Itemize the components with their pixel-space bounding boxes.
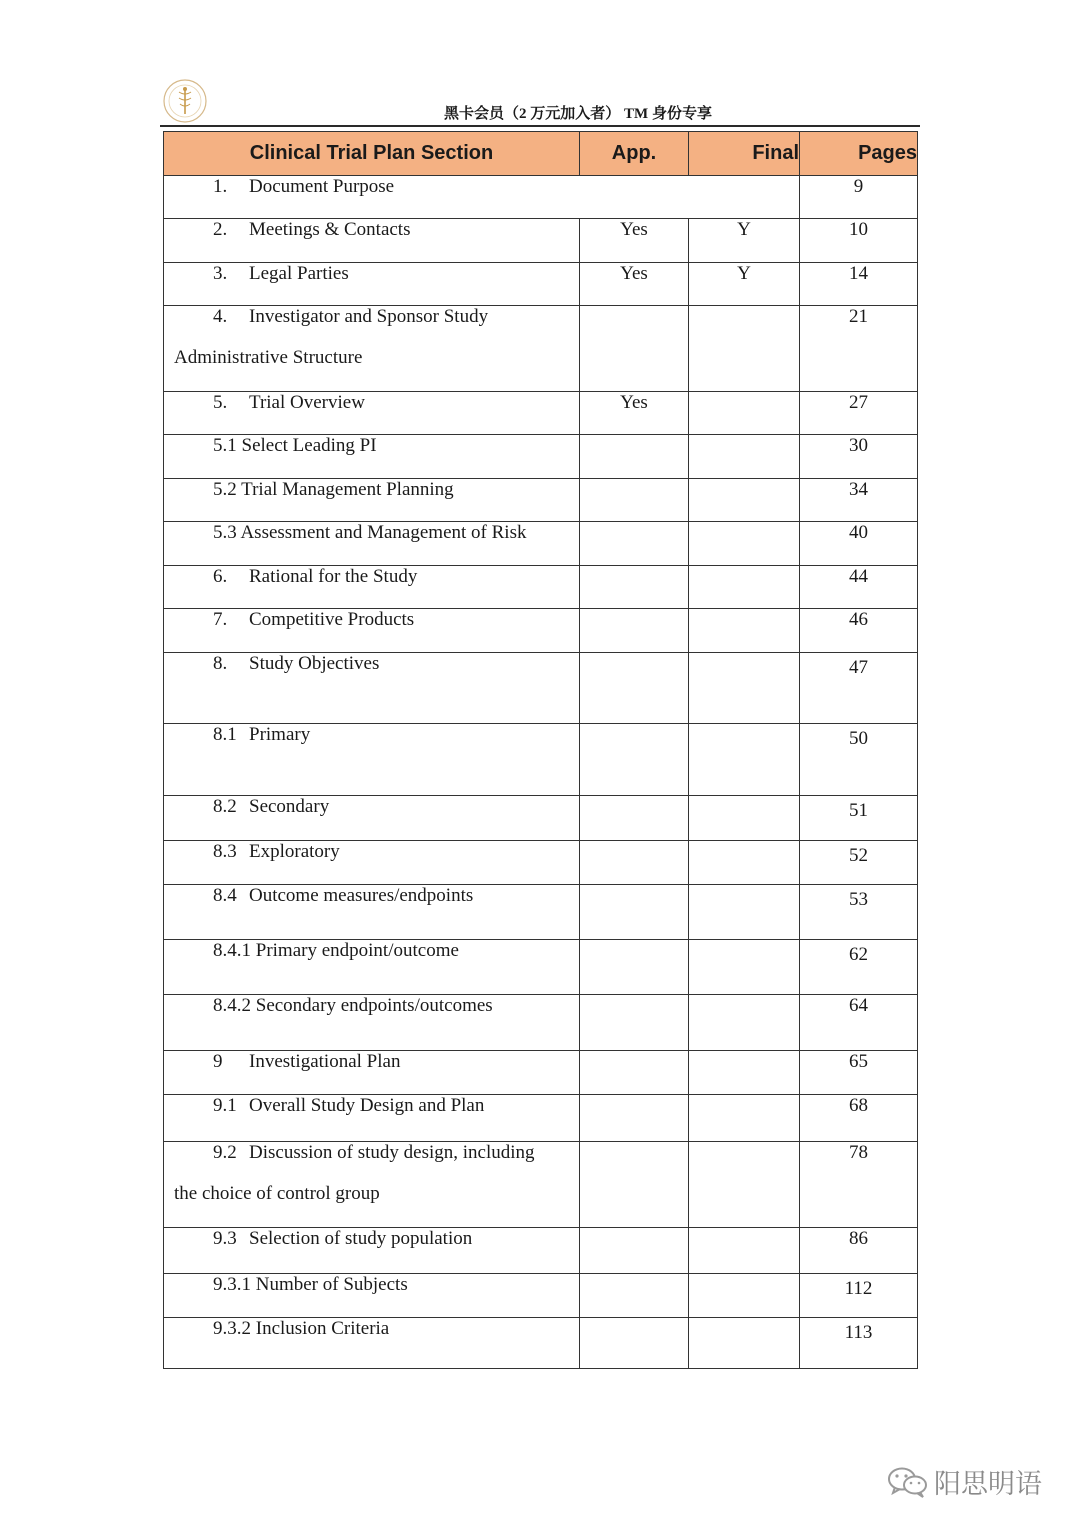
section-title-continued: the choice of control group (174, 1183, 380, 1204)
table-row (164, 392, 918, 435)
pages-cell: 113 (800, 1318, 918, 1369)
pages-cell: 64 (800, 995, 918, 1051)
section-number: 3. (213, 263, 228, 284)
section-cell (164, 435, 580, 479)
section-title: Document Purpose (249, 176, 395, 197)
column-header-final: Final (689, 132, 800, 176)
app-cell (580, 1142, 689, 1228)
section-cell (164, 1051, 580, 1095)
app-cell (580, 1318, 689, 1369)
table-row (164, 940, 918, 995)
section-cell (164, 1318, 580, 1369)
app-cell (580, 724, 689, 796)
section-number: 5. (213, 392, 228, 413)
final-cell: Y (689, 219, 800, 263)
page-header: 黑卡会员（2 万元加入者） TM 身份专享 (444, 106, 712, 122)
column-header-app: App. (580, 132, 689, 176)
final-cell (689, 995, 800, 1051)
app-cell: Yes (580, 392, 689, 435)
section-title: Rational for the Study (249, 566, 418, 587)
wechat-icon (886, 1465, 930, 1499)
section-number: 6. (213, 566, 228, 587)
pages-cell: 40 (800, 522, 918, 566)
app-cell: Yes (580, 219, 689, 263)
table-row (164, 435, 918, 479)
pages-cell: 44 (800, 566, 918, 609)
section-title: 5.1 Select Leading PI (213, 435, 377, 456)
section-cell (164, 796, 580, 841)
column-header-pages: Pages (800, 132, 918, 176)
final-cell (689, 609, 800, 653)
section-number: 1. (213, 176, 228, 197)
app-cell (580, 306, 689, 392)
section-title: Trial Overview (249, 392, 365, 413)
section-cell (164, 392, 580, 435)
final-cell (689, 392, 800, 435)
section-number: 9.2 (213, 1142, 237, 1163)
pages-cell: 52 (800, 841, 918, 885)
table-row (164, 566, 918, 609)
section-title: Study Objectives (249, 653, 380, 674)
section-cell (164, 724, 580, 796)
section-cell (164, 479, 580, 522)
pages-cell: 65 (800, 1051, 918, 1095)
column-header-section: Clinical Trial Plan Section (164, 132, 580, 176)
app-cell (580, 653, 689, 724)
pages-cell: 9 (800, 176, 918, 219)
final-cell (689, 1318, 800, 1369)
table-row (164, 1318, 918, 1369)
app-cell (580, 435, 689, 479)
section-title: Discussion of study design, including (249, 1142, 535, 1163)
pages-cell: 27 (800, 392, 918, 435)
section-cell (164, 653, 580, 724)
table-row (164, 1051, 918, 1095)
section-title: 5.2 Trial Management Planning (213, 479, 454, 500)
section-title: Investigational Plan (249, 1051, 401, 1072)
section-title: 8.4.2 Secondary endpoints/outcomes (213, 995, 493, 1016)
pages-cell: 47 (800, 653, 918, 724)
final-cell (689, 566, 800, 609)
section-title: Competitive Products (249, 609, 415, 630)
table-row (164, 219, 918, 263)
section-cell (164, 609, 580, 653)
app-cell (580, 1274, 689, 1318)
section-title: Exploratory (249, 841, 340, 862)
pages-cell: 10 (800, 219, 918, 263)
section-cell (164, 219, 580, 263)
section-number: 8.1 (213, 724, 237, 745)
section-cell (164, 263, 580, 306)
section-title: 9.3.1 Number of Subjects (213, 1274, 408, 1295)
final-cell (689, 653, 800, 724)
app-cell (580, 1051, 689, 1095)
final-cell (689, 479, 800, 522)
table-row (164, 263, 918, 306)
pages-cell: 51 (800, 796, 918, 841)
final-cell (689, 1274, 800, 1318)
app-cell (580, 1095, 689, 1142)
section-number: 8. (213, 653, 228, 674)
final-cell (689, 1095, 800, 1142)
final-cell (689, 1142, 800, 1228)
pages-cell: 112 (800, 1274, 918, 1318)
app-cell (580, 609, 689, 653)
pages-cell: 46 (800, 609, 918, 653)
section-title: 5.3 Assessment and Management of Risk (213, 522, 527, 543)
table-row (164, 796, 918, 841)
pages-cell: 53 (800, 885, 918, 940)
pages-cell: 68 (800, 1095, 918, 1142)
table-row (164, 1142, 918, 1228)
final-cell (689, 435, 800, 479)
app-cell (580, 885, 689, 940)
section-title: Investigator and Sponsor Study (249, 306, 489, 327)
header-divider (160, 125, 920, 127)
app-cell (580, 1228, 689, 1274)
table-row (164, 176, 918, 219)
section-title: 8.4.1 Primary endpoint/outcome (213, 940, 459, 961)
pages-cell: 21 (800, 306, 918, 392)
app-cell (580, 479, 689, 522)
section-title: Meetings & Contacts (249, 219, 411, 240)
final-cell (689, 724, 800, 796)
section-cell (164, 1142, 580, 1228)
section-cell (164, 566, 580, 609)
watermark (886, 1462, 1042, 1501)
pages-cell: 78 (800, 1142, 918, 1228)
section-number: 9.1 (213, 1095, 237, 1116)
app-cell (580, 995, 689, 1051)
final-cell (689, 522, 800, 566)
pages-cell: 62 (800, 940, 918, 995)
section-cell (164, 995, 580, 1051)
section-number: 8.4 (213, 885, 237, 906)
final-cell (689, 841, 800, 885)
section-title: Overall Study Design and Plan (249, 1095, 485, 1116)
section-cell (164, 885, 580, 940)
section-number: 9 (213, 1051, 223, 1072)
final-cell (689, 940, 800, 995)
app-cell (580, 940, 689, 995)
table-row (164, 1095, 918, 1142)
pages-cell: 34 (800, 479, 918, 522)
toc-table (163, 131, 918, 1369)
final-cell (689, 796, 800, 841)
section-number: 8.3 (213, 841, 237, 862)
app-cell: Yes (580, 263, 689, 306)
pages-cell: 30 (800, 435, 918, 479)
table-row (164, 885, 918, 940)
section-cell (164, 522, 580, 566)
section-cell (164, 1095, 580, 1142)
app-cell (580, 566, 689, 609)
table-row (164, 995, 918, 1051)
watermark-text: 阳思明语 (934, 1469, 1042, 1500)
section-cell (164, 940, 580, 995)
section-cell (164, 176, 800, 219)
section-number: 8.2 (213, 796, 237, 817)
section-number: 9.3 (213, 1228, 237, 1249)
table-row (164, 609, 918, 653)
section-cell (164, 1228, 580, 1274)
section-title: Legal Parties (249, 263, 349, 284)
section-title: Primary (249, 724, 311, 745)
table-row (164, 724, 918, 796)
final-cell (689, 306, 800, 392)
table-row (164, 1274, 918, 1318)
section-cell (164, 306, 580, 392)
table-row (164, 522, 918, 566)
pages-cell: 14 (800, 263, 918, 306)
section-title: Secondary (249, 796, 330, 817)
section-number: 7. (213, 609, 228, 630)
table-row (164, 841, 918, 885)
pages-cell: 86 (800, 1228, 918, 1274)
final-cell (689, 885, 800, 940)
section-title: 9.3.2 Inclusion Criteria (213, 1318, 390, 1339)
final-cell (689, 1051, 800, 1095)
section-title-continued: Administrative Structure (174, 347, 363, 368)
section-number: 4. (213, 306, 228, 327)
section-title: Selection of study population (249, 1228, 473, 1249)
app-cell (580, 841, 689, 885)
section-cell (164, 841, 580, 885)
section-title: Outcome measures/endpoints (249, 885, 474, 906)
app-cell (580, 522, 689, 566)
section-number: 2. (213, 219, 228, 240)
table-header-row (164, 132, 918, 176)
table-row (164, 653, 918, 724)
final-cell (689, 1228, 800, 1274)
table-row (164, 1228, 918, 1274)
table-row (164, 306, 918, 392)
pages-cell: 50 (800, 724, 918, 796)
final-cell: Y (689, 263, 800, 306)
app-cell (580, 796, 689, 841)
section-cell (164, 1274, 580, 1318)
table-row (164, 479, 918, 522)
